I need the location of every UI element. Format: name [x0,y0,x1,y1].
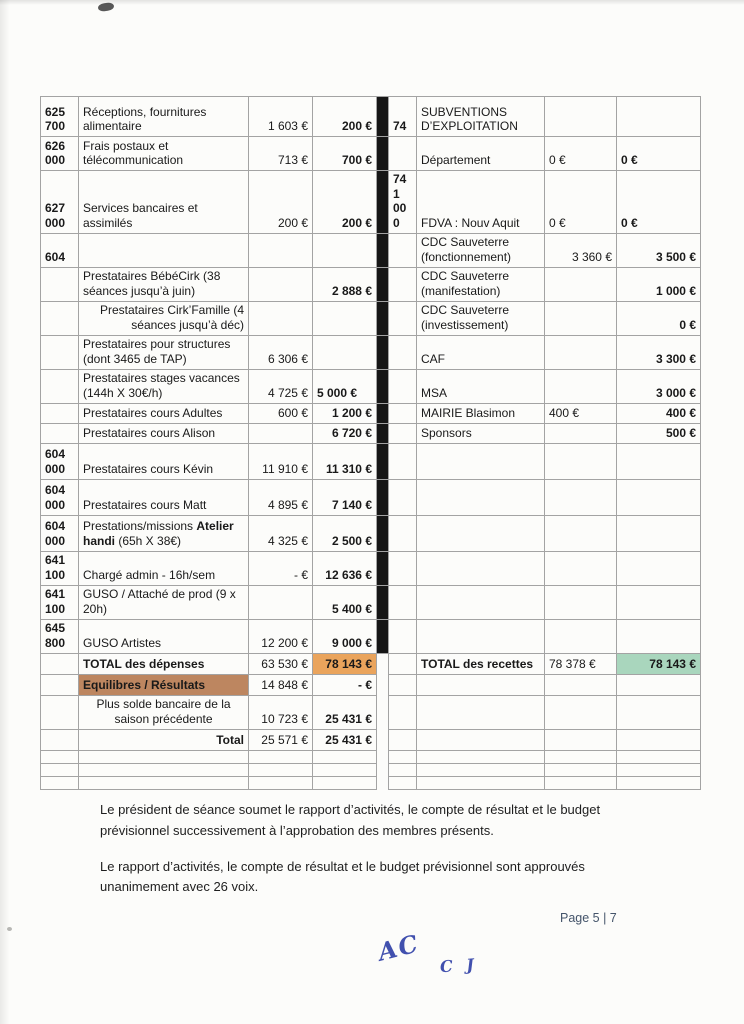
expense-actual-amount: 10 723 € [249,695,313,729]
expense-actual-amount: - € [249,551,313,585]
expense-account-code: 604 000 [41,443,79,479]
income-budget-amount [617,515,701,551]
expense-actual-amount: 11 910 € [249,443,313,479]
expense-budget-amount: 25 431 € [313,695,377,729]
table-divider [377,335,389,369]
income-actual-amount [545,585,617,619]
handwritten-initials-ac: AC [375,928,423,967]
expense-account-code [41,423,79,443]
income-budget-amount [617,479,701,515]
income-label: CAF [417,335,545,369]
income-label [417,729,545,750]
income-actual-amount [545,423,617,443]
expense-account-code [41,335,79,369]
income-label: Sponsors [417,423,545,443]
table-divider [377,97,389,137]
income-account-code [389,479,417,515]
table-divider [377,674,389,695]
expense-actual-amount [249,750,313,763]
income-label [417,776,545,789]
income-budget-amount [617,585,701,619]
table-divider [377,763,389,776]
expense-account-code [41,653,79,674]
table-divider [377,423,389,443]
income-label: MAIRIE Blasimon [417,403,545,423]
expense-label: Prestataires BébéCirk (38 séances jusqu’à juin) [79,267,249,301]
table-divider [377,653,389,674]
income-label [417,619,545,653]
expense-budget-amount [313,301,377,335]
expense-account-code [41,776,79,789]
income-account-code [389,403,417,423]
income-account-code [389,674,417,695]
income-account-code [389,619,417,653]
expense-account-code [41,301,79,335]
expense-actual-amount [249,301,313,335]
table-divider [377,515,389,551]
expense-label-part: Atelier handi [83,519,234,548]
expense-label: Prestataires cours Adultes [79,403,249,423]
income-account-code [389,423,417,443]
expense-budget-amount: 7 140 € [313,479,377,515]
expense-account-code: 641 100 [41,551,79,585]
expense-budget-amount: 700 € [313,137,377,171]
expense-label: Prestataires stages vacances (144h X 30€/h) [79,369,249,403]
expense-account-code [41,403,79,423]
table-row [41,551,701,585]
paragraph-approval-result: Le rapport d’activités, le compte de résultat et le budget prévisionnel sont approuvés unanimement avec 26 voix. [100,858,585,895]
expense-budget-amount: - € [313,674,377,695]
expense-account-code: 604 000 [41,479,79,515]
table-row [41,443,701,479]
income-account-code [389,551,417,585]
expense-account-code: 626 000 [41,137,79,171]
income-budget-amount [617,97,701,137]
expense-label [79,763,249,776]
expense-actual-amount: 6 306 € [249,335,313,369]
income-budget-amount [617,695,701,729]
expense-actual-amount: 713 € [249,137,313,171]
budget-table [40,96,701,790]
income-budget-amount: 1 000 € [617,267,701,301]
income-account-code [389,369,417,403]
table-row [41,750,701,763]
expense-actual-amount: 25 571 € [249,729,313,750]
scan-artifact [7,927,12,931]
expense-label: TOTAL des dépenses [79,653,249,674]
expense-account-code: 604 000 [41,515,79,551]
expense-label: Chargé admin - 16h/sem [79,551,249,585]
income-actual-amount [545,763,617,776]
expense-actual-amount: 600 € [249,403,313,423]
table-row [41,585,701,619]
income-budget-amount: 0 € [617,301,701,335]
expense-label [79,776,249,789]
income-actual-amount [545,695,617,729]
income-budget-amount: 0 € [617,137,701,171]
expense-label: Prestataires cours Kévin [79,443,249,479]
income-actual-amount: 78 378 € [545,653,617,674]
expense-label: Services bancaires et assimilés [79,171,249,234]
expense-label: Prestataires pour structures (dont 3465 de TAP) [79,335,249,369]
income-budget-amount: 500 € [617,423,701,443]
expense-label: Prestataires cours Alison [79,423,249,443]
table-divider [377,776,389,789]
income-actual-amount: 0 € [545,171,617,234]
expense-budget-amount: 5 000 € [313,369,377,403]
expense-budget-amount: 200 € [313,171,377,234]
income-account-code [389,515,417,551]
expense-account-code: 627 000 [41,171,79,234]
table-row [41,233,701,267]
table-divider [377,479,389,515]
table-row [41,369,701,403]
income-label: FDVA : Nouv Aquit [417,171,545,234]
expense-budget-amount: 9 000 € [313,619,377,653]
expense-actual-amount [249,233,313,267]
expense-account-code [41,729,79,750]
table-row [41,423,701,443]
income-account-code [389,335,417,369]
expense-actual-amount: 4 325 € [249,515,313,551]
table-row [41,137,701,171]
table-divider [377,369,389,403]
expense-account-code: 645 800 [41,619,79,653]
expense-actual-amount [249,776,313,789]
income-account-code [389,443,417,479]
expense-budget-amount [313,776,377,789]
income-account-code [389,763,417,776]
income-actual-amount [545,479,617,515]
table-row [41,515,701,551]
table-divider [377,267,389,301]
expense-account-code: 604 [41,233,79,267]
income-actual-amount [545,97,617,137]
expense-budget-amount: 12 636 € [313,551,377,585]
table-row [41,653,701,674]
income-label [417,443,545,479]
table-row [41,403,701,423]
income-account-code [389,585,417,619]
expense-budget-amount: 25 431 € [313,729,377,750]
income-label: MSA [417,369,545,403]
expense-account-code [41,369,79,403]
income-actual-amount [545,267,617,301]
income-actual-amount [545,335,617,369]
income-label: TOTAL des recettes [417,653,545,674]
table-row [41,729,701,750]
income-budget-amount: 78 143 € [617,653,701,674]
table-divider [377,729,389,750]
expense-actual-amount: 14 848 € [249,674,313,695]
expense-actual-amount [249,423,313,443]
table-row [41,674,701,695]
income-label: SUBVENTIONS D’EXPLOITATION [417,97,545,137]
income-actual-amount: 400 € [545,403,617,423]
expense-actual-amount: 4 725 € [249,369,313,403]
income-actual-amount [545,515,617,551]
expense-budget-amount [313,233,377,267]
income-budget-amount: 3 300 € [617,335,701,369]
income-label [417,479,545,515]
table-divider [377,233,389,267]
income-budget-amount [617,776,701,789]
expense-budget-amount: 78 143 € [313,653,377,674]
expense-label: GUSO / Attaché de prod (9 x 20h) [79,585,249,619]
income-label [417,750,545,763]
income-label: CDC Sauveterre (manifestation) [417,267,545,301]
income-actual-amount [545,776,617,789]
expense-account-code [41,695,79,729]
expense-budget-amount: 200 € [313,97,377,137]
income-account-code [389,729,417,750]
income-actual-amount [545,443,617,479]
expense-label: GUSO Artistes [79,619,249,653]
table-row [41,776,701,789]
table-divider [377,750,389,763]
expense-label: Prestataires Cirk’Famille (4 séances jusqu’à déc) [79,301,249,335]
table-divider [377,695,389,729]
income-label [417,585,545,619]
income-account-code [389,695,417,729]
page-number: Page 5 | 7 [560,911,617,925]
income-budget-amount: 400 € [617,403,701,423]
expense-account-code [41,674,79,695]
income-actual-amount [545,750,617,763]
income-budget-amount [617,619,701,653]
expense-actual-amount [249,267,313,301]
expense-actual-amount: 12 200 € [249,619,313,653]
income-budget-amount: 0 € [617,171,701,234]
expense-actual-amount: 63 530 € [249,653,313,674]
expense-account-code [41,750,79,763]
income-label [417,551,545,585]
income-actual-amount [545,369,617,403]
expense-label: Equilibres / Résultats [79,674,249,695]
table-row [41,479,701,515]
expense-actual-amount [249,585,313,619]
expense-label: Plus solde bancaire de la saison précédente [79,695,249,729]
minutes-text [100,800,645,913]
paragraph-approval-request: Le président de séance soumet le rapport d’activités, le compte de résultat et le budget prévisionnel successivement à l’approbation des membres présents. [100,802,601,838]
table-row [41,763,701,776]
income-budget-amount [617,551,701,585]
income-actual-amount: 3 360 € [545,233,617,267]
income-account-code [389,233,417,267]
income-budget-amount: 3 000 € [617,369,701,403]
income-actual-amount [545,674,617,695]
expense-label: Frais postaux et télécommunication [79,137,249,171]
table-row [41,97,701,137]
expense-budget-amount [313,763,377,776]
handwritten-initials-cj: C J [439,954,479,977]
table-divider [377,137,389,171]
table-divider [377,171,389,234]
income-label [417,763,545,776]
expense-actual-amount: 200 € [249,171,313,234]
expense-actual-amount: 1 603 € [249,97,313,137]
table-row [41,619,701,653]
expense-budget-amount [313,335,377,369]
table-divider [377,619,389,653]
income-account-code: 741 000 [389,171,417,234]
expense-budget-amount: 5 400 € [313,585,377,619]
table-row [41,267,701,301]
expense-label [79,750,249,763]
budget-table-body [41,97,701,790]
income-actual-amount [545,301,617,335]
table-divider [377,403,389,423]
table-row [41,335,701,369]
expense-budget-amount: 1 200 € [313,403,377,423]
expense-label: Réceptions, fournitures alimentaire [79,97,249,137]
income-actual-amount [545,619,617,653]
income-label: CDC Sauveterre (fonctionnement) [417,233,545,267]
expense-account-code [41,267,79,301]
expense-label [79,515,249,551]
table-divider [377,551,389,585]
table-divider [377,443,389,479]
income-budget-amount [617,674,701,695]
table-row [41,301,701,335]
income-account-code: 74 [389,97,417,137]
expense-budget-amount: 2 888 € [313,267,377,301]
income-account-code [389,653,417,674]
income-budget-amount [617,750,701,763]
expense-account-code [41,763,79,776]
income-budget-amount [617,443,701,479]
expense-label: Prestataires cours Matt [79,479,249,515]
table-divider [377,301,389,335]
income-account-code [389,776,417,789]
income-actual-amount: 0 € [545,137,617,171]
expense-actual-amount: 4 895 € [249,479,313,515]
income-actual-amount [545,729,617,750]
income-label: Département [417,137,545,171]
expense-account-code: 625 700 [41,97,79,137]
expense-budget-amount [313,750,377,763]
table-divider [377,585,389,619]
income-account-code [389,267,417,301]
expense-budget-amount: 2 500 € [313,515,377,551]
income-account-code [389,301,417,335]
table-row [41,695,701,729]
table-row [41,171,701,234]
expense-label [79,233,249,267]
income-account-code [389,750,417,763]
expense-label-part: Prestations/missions [83,519,197,534]
expense-label: Total [79,729,249,750]
expense-label-part: (65h X 38€) [115,533,182,548]
income-budget-amount [617,763,701,776]
income-label [417,515,545,551]
expense-budget-amount: 11 310 € [313,443,377,479]
income-label: CDC Sauveterre (investissement) [417,301,545,335]
expense-actual-amount [249,763,313,776]
income-budget-amount: 3 500 € [617,233,701,267]
expense-budget-amount: 6 720 € [313,423,377,443]
income-label [417,695,545,729]
scan-artifact [98,2,115,12]
income-budget-amount [617,729,701,750]
income-actual-amount [545,551,617,585]
expense-account-code: 641 100 [41,585,79,619]
income-account-code [389,137,417,171]
income-label [417,674,545,695]
